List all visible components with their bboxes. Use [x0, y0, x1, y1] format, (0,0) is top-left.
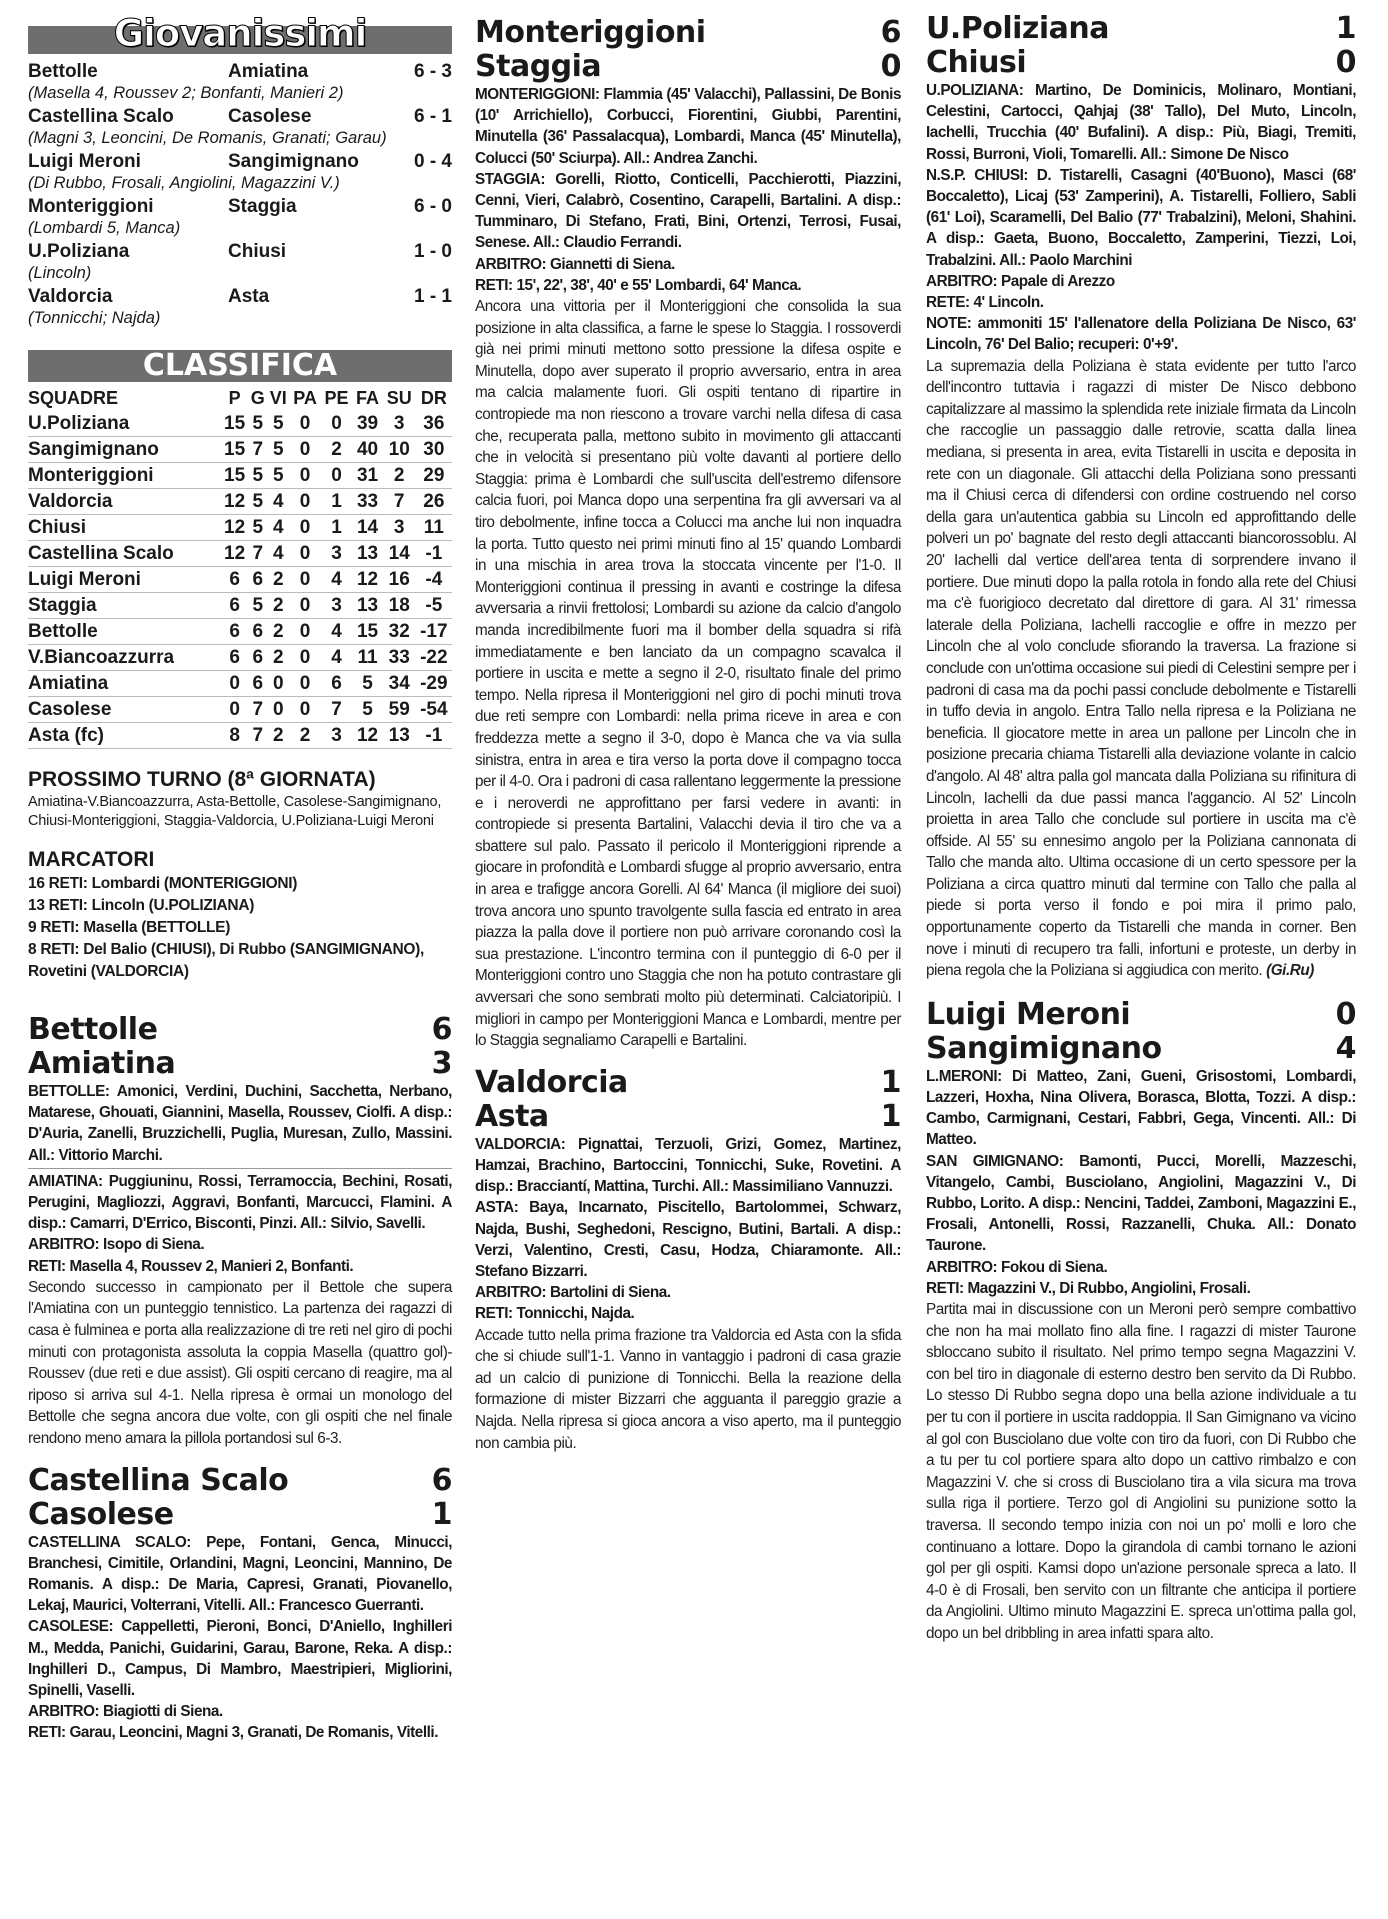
goals: 4 [1335, 1030, 1356, 1066]
stat-cell: 13 [356, 595, 379, 616]
team-cell: V.Biancoazzurra [28, 647, 175, 668]
stat-cell: 4 [272, 543, 284, 564]
stat-cell: 14 [356, 517, 379, 538]
goals-list: RETI: Garau, Leoncini, Magni 3, Granati, De Romanis, Vitelli. [28, 1724, 439, 1742]
referee: ARBITRO: Bartolini di Siena. [475, 1284, 671, 1302]
stat-cell: 3 [331, 595, 342, 616]
team-name: Sangimignano [926, 1030, 1162, 1066]
standings-header-cell: DR [420, 388, 447, 408]
stat-cell: 0 [272, 699, 284, 720]
stat-cell: 40 [356, 439, 379, 460]
stat-cell: 2 [272, 569, 284, 590]
lineup-away: SAN GIMIGNANO: Bamonti, Pucci, Morelli, Mazzeschi, Vitangelo, Cambi, Busciolano, Angiolini, Magazzini V., Di Rubbo, Lorito. A disp.: Nencini, Taddei, Zamboni, Magazzini E., Frosali, Antonelli, Rossi, Razzanelli, Chuka. All.: Donato Taurone. [926, 1152, 1356, 1255]
match-valdorcia-asta [475, 1066, 901, 1454]
stat-cell: 5 [272, 465, 284, 486]
match-report: Ancora una vittoria per il Monteriggioni che consolida la sua posizione in alta classifica, a farne le spese lo Staggia. I rossoverdi già nei primi minuti mettono sotto pressione la difesa ospite e Minutella, dopo aver superato il proprio avversario, entra in area ma calcia malamente fuori. Gli ospiti tentano di ripartire in contropiede ma non riescono a trovare varchi nella difesa di casa che, recuperata palla, mettono subito in movimento gli attaccanti che in velocità si presentano più volte davanti al portiere dello Staggia: prima è Lombardi che sull'uscita dell'estremo difensore calcia fuori, poi Manca dopo una serpentina fra gli avversari va al tiro debolmente, infine tocca a Colucci ma anche lui non inquadra la porta. Tutto questo nei primi minuti fino al 15' quando Lombardi in una mischia in area trova la stoccata vincente per l'1-0. Il Monteriggioni continua il pressing in avanti e costringe la difesa avversaria a rinvii frettolosi; Lombardi su azione da calcio d'angolo manda incredibilmente fuori ma il bomber della squadra si rifà immediatamente e ben lanciato da un compagno scavalca il portiere in uscita e mette a segno il 2-0, risultato finale del primo tempo. Nella ripresa il Monteriggioni nel giro di pochi minuti trova due reti sempre con Lombardi: nella prima riceve in area e con freddezza mette a segno il 3-0, dopo è Manca che va via sulla sinistra, entra in area e tira verso la porta dove il compagno tocca per il 4-0. Ora i padroni di casa rallentano leggermente la pressione e i neroverdi ne approfittano per farsi vedere in avanti: in contropiede si presenta Bartalini, Valacchi devia il tiro che va a sbattere sul palo. Passato il pericolo il Monteriggioni riprende a giocare in profondità e Lombardi sfugge al proprio avversario, entra in area e trafigge ancora Gorelli. Al 64' Manca (il migliore dei suoi) trova ancora uno spunto travolgente sulla fascia ed entrato in area piazza la palla dove il portiere non può arrivare coronando così la sua prestazione. L'incontro termina con il punteggio di 6-0 per il Monteriggioni contro uno Staggia che non ha potuto contrastare gli avversari che sono sembrati molto più determinati. Calciatoripiù. I migliori in campo per Monteriggioni Manca e Lombardi, mentre per lo Staggia segnaliamo Carapelli e Bartalini. [475, 298, 901, 1050]
match-notes: NOTE: ammoniti 15' l'allenatore della Poliziana De Nisco, 63' Lincoln, 76' Del Balio; recuperi: 0'+9'. [926, 315, 1356, 354]
stat-cell: 14 [388, 543, 410, 564]
stat-cell: 33 [388, 647, 410, 668]
match-meroni-sangimignano [926, 998, 1356, 1645]
result-scorers: (Magni 3, Leoncini, De Romanis, Granati; Garau) [28, 129, 387, 147]
lineup-away: STAGGIA: Gorelli, Riotto, Conticelli, Pacchierotti, Piazzini, Cenni, Vieri, Calabrò, Cosentino, Carapelli, Bartalini. A disp.: Tumminaro, Di Stefano, Frati, Bini, Ortenzi, Terrosi, Fusai, Senese. All.: Claudio Ferrandi. [475, 170, 901, 252]
stat-cell: 16 [388, 569, 410, 590]
lineup-home: VALDORCIA: Pignattai, Terzuoli, Grizi, Gomez, Martinez, Hamzai, Brachino, Bartoccini, Tonnicchi, Suke, Rovetini. A disp.: Bracciantí, Mattina, Turchi. All.: Massimiliano Vannuzzi. [475, 1135, 901, 1196]
stat-cell: 30 [423, 439, 445, 460]
standings-header-cell: PE [324, 388, 349, 408]
match-report: Secondo successo in campionato per il Bettole che supera l'Amiatina con un punteggio tennistico. La partenza dei ragazzi di casa è fulminea e porta alla realizzazione di tre reti nel giro di pochi minuti con protagonista assoluta la coppia Masella (quattro gol)-Roussev (due reti e due assist). Gli ospiti cercano di reagire, ma al riposo si arriva sul 4-1. Nella ripresa è ormai un monologo del Bettolle che segna ancora due volte, con gli ospiti che nel finale rendono meno amara la pillola portandosi sul 6-3. [28, 1278, 452, 1447]
referee: ARBITRO: Giannetti di Siena. [475, 255, 675, 273]
column-left [28, 0, 452, 1744]
match-castellina-casolese [28, 1464, 452, 1744]
team-cell: Chiusi [28, 517, 87, 538]
stat-cell: 12 [224, 543, 246, 564]
team-name: Asta [475, 1098, 549, 1134]
stat-cell: 0 [331, 465, 342, 486]
stat-cell: 2 [331, 439, 342, 460]
lineup-home: L.MERONI: Di Matteo, Zani, Gueni, Grisostomi, Lombardi, Lazzeri, Hoxha, Nina Olivera, Borasca, Blotta, Tozzi. A disp.: Cambo, Carmignani, Cestari, Fabbri, Gega, Vincenti. All.: Di Matteo. [926, 1067, 1356, 1149]
stat-cell: 12 [224, 491, 246, 512]
result-row [28, 195, 452, 218]
scorer-line: 9 RETI: Masella (BETTOLLE) [28, 919, 231, 936]
stat-cell: -1 [425, 543, 443, 564]
stat-cell: 2 [299, 725, 311, 746]
stat-cell: 3 [331, 725, 342, 746]
stat-cell: -4 [425, 569, 443, 590]
divider [28, 1168, 452, 1169]
standings-row [28, 489, 452, 515]
stat-cell: 7 [393, 491, 405, 512]
home-team: Luigi Meroni [28, 151, 141, 172]
match-monteriggioni-staggia [475, 16, 901, 1052]
stat-cell: 7 [252, 439, 264, 460]
referee: ARBITRO: Papale di Arezzo [926, 272, 1115, 290]
stat-cell: 4 [331, 569, 342, 590]
team-name: Amiatina [28, 1046, 176, 1081]
stat-cell: 2 [272, 725, 284, 746]
standings-row [28, 463, 452, 489]
match-header-home [28, 1013, 452, 1047]
standings-header-cell: G [250, 388, 265, 408]
column-middle [475, 0, 901, 1454]
stat-cell: 13 [356, 543, 379, 564]
stat-cell: 5 [272, 413, 284, 434]
next-round-fixtures: Amiatina-V.Biancoazzurra, Asta-Bettolle, Casolese-Sangimignano, Chiusi-Monteriggioni, Staggia-Valdorcia, U.Poliziana-Luigi Meroni [28, 794, 442, 829]
stat-cell: 12 [224, 517, 246, 538]
lineup-home: MONTERIGGIONI: Flammia (45' Valacchi), Pallassini, De Bonis (10' Arrichiello), Corbucci, Fiorentini, Giubbi, Parentini, Minutella (36' Passalacqua), Lombardi, Manca (45' Minutella), Colucci (50' Sciurpa). All.: Andrea Zanchi. [475, 86, 901, 167]
match-report: Partita mai in discussione con un Meroni però sempre combattivo che non ha mai mollato fino alla fine. I ragazzi di mister Taurone sbloccano subito il risultato. Nel primo tempo segna Magazzini V. con bel tiro in diagonale di esterno destro ben servito da Di Rubbo. Lo stesso Di Rubbo segna dopo una bella azione individuale a tu per tu con il portiere in uscita raddoppia. Il San Gimignano va vicino al gol con Busciolano due volte con tiro da fuori, con Di Rubbo che a tu per tu col portiere spara alto dopo un cattivo rimbalzo e con Magazzini V. che si cross di Busciolano tira a vila sicura ma trova sulla riga il portiere. Terzo gol di Angiolini su punizione sotto la traversa. Il secondo tempo inizia con noi un po' molli e loro che continuano a lottare. Dopo la girandola di cambi tornano le azioni gol per gli ospiti. Kamsi dopo un'azione personale spreca a lato. Il 4-0 è di Frosali, ben servito con un filtrante che anticipa il portiere da Angiolini. Ultimo minuto Magazzini E. spreca un'ottima palla gol, dopo un bel dribbling in area infatti spara alto. [926, 1301, 1356, 1642]
stat-cell: 6 [331, 673, 342, 694]
match-report: Accade tutto nella prima frazione tra Valdorcia ed Asta con la sfida che si chiude sull'1-1. Vanno in vantaggio i padroni di casa grazie ad un calcio di punizione di Tonnicchi. Bella la reazione della formazione di mister Bizzarri che agguanta il pareggio grazie a Najda. Nella ripresa si gioca ancora a viso aperto, ma il punteggio non cambia più. [475, 1326, 901, 1452]
match-poliziana-chiusi [926, 12, 1356, 982]
stat-cell: 0 [299, 621, 311, 642]
referee: ARBITRO: Biagiotti di Siena. [28, 1703, 223, 1721]
referee: ARBITRO: Fokou di Siena. [926, 1258, 1108, 1276]
lineup-away: N.S.P. CHIUSI: D. Tistarelli, Casagni (40'Buono), Masci (68' Boccaletto), Licaj (53' Zamperini), A. Tistarelli, Folliero, Sabli (61' Loi), Scaramelli, Del Balio (77' Trabalzini), Meloni, Shahini. A disp.: Gaeta, Buono, Boccaletto, Zamperini, Tiezzi, Loi, Trabalzini. All.: Paolo Marchini [926, 166, 1356, 269]
stat-cell: 11 [357, 647, 378, 668]
stat-cell: -29 [420, 673, 448, 694]
result-row [28, 60, 452, 83]
home-team: Castellina Scalo [28, 106, 174, 127]
result-scorers: (Di Rubbo, Frosali, Angiolini, Magazzini V.) [28, 174, 340, 192]
result-row [28, 240, 452, 263]
stat-cell: -22 [420, 647, 448, 668]
next-round-title: PROSSIMO TURNO (8ª GIORNATA) [28, 768, 376, 791]
stat-cell: 0 [299, 569, 311, 590]
author-signature: (Gi.Ru) [1266, 962, 1314, 980]
goals: 1 [880, 1064, 901, 1100]
stat-cell: 4 [331, 647, 342, 668]
stat-cell: 5 [252, 517, 264, 538]
goals: 0 [1335, 45, 1356, 80]
stat-cell: 15 [356, 621, 379, 642]
goals: 1 [1335, 11, 1356, 46]
standings-row [28, 619, 452, 645]
match-header-home [926, 998, 1356, 1032]
stat-cell: 0 [229, 699, 240, 720]
stat-cell: 2 [272, 621, 284, 642]
stat-cell: 6 [229, 569, 240, 590]
report-text: La supremazia della Poliziana è stata evidente per tutto l'arco dell'incontro tuttavia i ragazzi di mister De Nisco debbono capitalizzare al massimo la splendida rete iniziale firmata da Lincoln che raccoglie un passaggio dalle retrovie, scatta dalla linea mediana, si presenta in area, evita Tistarelli in uscita e deposita in rete con un diagonale. Gli attacchi della Poliziana sono pressanti ma il Chiusi cerca di difendersi con ordine costruendo nel corso della gara un'autentica gabbia su Lincoln ed approfittando delle polveri un po' bagnate del resto degli attaccanti biancorossoblu. Al 20' Iachelli dal vertice dell'area tenta di sorprendere invano il portiere. Due minuti dopo la palla rotola in fondo alla rete del Chiusi ma c'è fuorigioco decretato dal direttore di gara. Al 31' rimessa laterale della Poliziana, Iachelli raccoglie e offre in mezzo per Lincoln che al volo conclude sfiorando la traversa. La frazione si conclude con un'ottima occasione sui piedi di Celestini sempre per i padroni di casa ma da pochi passi conclude debolmente e Tistarelli in tuffo devia in angolo. Entra Tallo nella ripresa e la Poliziana ne beneficia. Il giocatore mette in area un pallone per Lincoln che in posizione precaria chiama Tistarelli alla deviazione volante in calcio d'angolo. Al 48' altra palla gol mancata dalla Poliziana su rifinitura di Lincoln, Iachelli da due passi manca l'aggancio. Al 52' Lincoln proietta in area Tallo che conclude sul portiere in uscita ma c'è offside. Al 55' su ennesimo angolo per la Poliziana cannonata di Tallo che manda alto. Ultima occasione di un certo spessore per la Poliziana a circa quattro minuti dal termine con Tallo che palla al piede si porta verso il fondo e poi mira il primo palo, opportunamente coperto da Tistarelli che manda in corner. Ben nove i minuti di recupero tra falli, infortuni e proteste, un derby in piena regola che la Poliziana si aggiudica con merito. [926, 357, 1356, 980]
stat-cell: 11 [423, 517, 444, 538]
team-name: Staggia [475, 49, 602, 84]
stat-cell: 29 [423, 465, 445, 486]
score: 0 - 4 [413, 151, 452, 172]
team-name: Castellina Scalo [28, 1462, 289, 1498]
team-name: Monteriggioni [475, 15, 706, 50]
home-team: Monteriggioni [28, 196, 154, 217]
stat-cell: 1 [331, 517, 342, 538]
away-team: Sangimignano [228, 151, 359, 172]
stat-cell: 0 [229, 673, 240, 694]
team-cell: Castellina Scalo [28, 543, 174, 564]
standings-row [28, 515, 452, 541]
stat-cell: -54 [420, 699, 448, 720]
goals-list: RETI: Tonnicchi, Najda. [475, 1305, 635, 1323]
score: 1 - 1 [413, 286, 452, 307]
standings-row [28, 541, 452, 567]
goals-list: RETI: 15', 22', 38', 40' e 55' Lombardi, 64' Manca. [475, 276, 802, 294]
standings-header-cell: FA [356, 388, 380, 408]
stat-cell: 4 [272, 517, 284, 538]
team-cell: Bettolle [28, 621, 98, 642]
result-scorers: (Lombardi 5, Manca) [28, 219, 181, 237]
stat-cell: 15 [224, 465, 246, 486]
score: 6 - 3 [413, 61, 452, 82]
standings-header-cell: VI [269, 388, 287, 408]
stat-cell: 5 [362, 673, 373, 694]
stat-cell: 0 [299, 517, 311, 538]
standings-row [28, 411, 452, 437]
stat-cell: 15 [224, 439, 246, 460]
stat-cell: 34 [388, 673, 410, 694]
goals: 6 [880, 15, 901, 50]
stat-cell: 4 [272, 491, 284, 512]
stat-cell: 15 [224, 413, 246, 434]
team-cell: Luigi Meroni [28, 569, 141, 590]
goals: 1 [880, 1098, 901, 1134]
team-cell: Valdorcia [28, 491, 113, 512]
stat-cell: 31 [356, 465, 379, 486]
match-header-home [475, 16, 901, 50]
result-scorers: (Tonnicchi; Najda) [28, 309, 161, 327]
away-team: Chiusi [228, 241, 287, 262]
team-cell: Amiatina [28, 673, 109, 694]
away-team: Asta [228, 286, 270, 307]
result-scorers: (Masella 4, Roussev 2; Bonfanti, Manieri 2) [28, 84, 344, 102]
stat-cell: 8 [229, 725, 240, 746]
result-row [28, 105, 452, 128]
stat-cell: 7 [331, 699, 342, 720]
standings-body [28, 411, 452, 749]
stat-cell: 26 [423, 491, 445, 512]
team-name: Chiusi [926, 45, 1027, 80]
stat-cell: -1 [425, 725, 443, 746]
stat-cell: 39 [356, 413, 379, 434]
score: 1 - 0 [413, 241, 452, 262]
standings-row [28, 723, 452, 749]
standings-row [28, 593, 452, 619]
match-header-away [475, 1100, 901, 1134]
stat-cell: 5 [252, 413, 264, 434]
team-name: Valdorcia [475, 1064, 628, 1100]
column-right [926, 0, 1356, 1645]
stat-cell: 0 [299, 699, 311, 720]
standings-row [28, 437, 452, 463]
section-banner-classifica: CLASSIFICA [28, 350, 452, 382]
standings-header-cell: SU [386, 388, 412, 408]
stat-cell: 7 [252, 725, 264, 746]
stat-cell: 6 [252, 621, 264, 642]
standings-row [28, 645, 452, 671]
lineup-away: AMIATINA: Puggiuninu, Rossi, Terramoccia, Bechini, Rosati, Perugini, Magliozzi, Aggravi, Bonfanti, Marcucci, Flamini. A disp.: Camarri, D'Errico, Bisconti, Pinzi. All.: Silvio, Savelli. [28, 1172, 452, 1233]
team-cell: Casolese [28, 699, 112, 720]
standings-row [28, 567, 452, 593]
stat-cell: 7 [252, 543, 264, 564]
stat-cell: 6 [252, 569, 264, 590]
standings-header-cell: SQUADRE [28, 388, 119, 408]
away-team: Amiatina [228, 61, 309, 82]
standings-header-cell: PA [293, 388, 317, 408]
stat-cell: 4 [331, 621, 342, 642]
stat-cell: 0 [299, 647, 311, 668]
stat-cell: 12 [356, 569, 379, 590]
away-team: Staggia [228, 196, 297, 217]
match-report [926, 356, 1356, 982]
score: 6 - 1 [413, 106, 452, 127]
standings-table [28, 386, 452, 749]
results-list [28, 60, 452, 330]
match-header-home [28, 1464, 452, 1498]
stat-cell: 32 [388, 621, 410, 642]
stat-cell: 0 [299, 543, 311, 564]
lineup-away: ASTA: Baya, Incarnato, Piscitello, Bartolommei, Schwarz, Najda, Bushi, Seghedoni, Rescigno, Butini, Bartali. A disp.: Verzi, Valentino, Cresti, Casu, Hodza, Chiaramonte. All.: Stefano Bizzarri. [475, 1199, 901, 1281]
home-team: Valdorcia [28, 286, 113, 307]
stat-cell: 10 [388, 439, 410, 460]
section-banner-giovanissimi: Giovanissimi [28, 14, 452, 54]
stat-cell: 0 [299, 465, 311, 486]
team-name: U.Poliziana [926, 11, 1110, 46]
stat-cell: 0 [299, 673, 311, 694]
stat-cell: 5 [252, 595, 264, 616]
stat-cell: 5 [272, 439, 284, 460]
result-row [28, 150, 452, 173]
team-cell: Monteriggioni [28, 465, 154, 486]
match-header-away [926, 46, 1356, 80]
match-header-home [475, 1066, 901, 1100]
stat-cell: 59 [388, 699, 410, 720]
match-bettolle-amiatina [28, 1013, 452, 1450]
stat-cell: 6 [229, 595, 240, 616]
stat-cell: 3 [393, 413, 405, 434]
scorer-line: 16 RETI: Lombardi (MONTERIGGIONI) [28, 875, 298, 892]
home-team: Bettolle [28, 61, 98, 82]
stat-cell: 5 [252, 491, 264, 512]
referee: ARBITRO: Isopo di Siena. [28, 1236, 205, 1254]
match-header-away [475, 50, 901, 84]
goals: 0 [880, 49, 901, 84]
stat-cell: 0 [299, 491, 311, 512]
stat-cell: 6 [252, 647, 264, 668]
stat-cell: -5 [425, 595, 443, 616]
team-cell: Staggia [28, 595, 97, 616]
goals: 0 [1335, 996, 1356, 1032]
stat-cell: 3 [331, 543, 342, 564]
lineup-home: U.POLIZIANA: Martino, De Dominicis, Molinaro, Montiani, Celestini, Cartocci, Qahjaj (38' Tallo), Del Muto, Lincoln, Iachelli, Trucchia (40' Bufalini). A disp.: Più, Biagi, Tremiti, Rossi, Burroni, Violi, Tomarelli. All.: Simone De Nisco [926, 82, 1356, 163]
goals: 6 [431, 1012, 452, 1047]
stat-cell: 0 [331, 413, 342, 434]
result-row [28, 285, 452, 308]
away-team: Casolese [228, 106, 312, 127]
standings-header-cell: P [228, 388, 241, 408]
stat-cell: 13 [388, 725, 410, 746]
stat-cell: 18 [388, 595, 410, 616]
home-team: U.Poliziana [28, 241, 130, 262]
team-name: Luigi Meroni [926, 996, 1131, 1032]
lineup-away: CASOLESE: Cappelletti, Pieroni, Bonci, D'Aniello, Inghilleri M., Medda, Panichi, Guidarini, Garau, Barone, Reka. A disp.: Inghilleri D., Campus, Di Mambro, Maestripieri, Migliorini, Spinelli, Vaselli. [28, 1618, 452, 1699]
standings-row [28, 671, 452, 697]
scorer-line: 13 RETI: Lincoln (U.POLIZIANA) [28, 897, 255, 914]
stat-cell: 33 [356, 491, 379, 512]
stat-cell: 0 [272, 673, 284, 694]
stat-cell: 6 [229, 647, 240, 668]
standings-row [28, 697, 452, 723]
stat-cell: -17 [420, 621, 448, 642]
stat-cell: 2 [272, 647, 284, 668]
team-cell: Asta (fc) [28, 725, 105, 746]
score: 6 - 0 [413, 196, 452, 217]
stat-cell: 5 [362, 699, 373, 720]
scorer-line: 8 RETI: Del Balio (CHIUSI), Di Rubbo (SANGIMIGNANO), Rovetini (VALDORCIA) [28, 941, 425, 980]
match-header-away [28, 1047, 452, 1081]
stat-cell: 12 [356, 725, 379, 746]
goals: 1 [431, 1496, 452, 1532]
team-cell: U.Poliziana [28, 413, 130, 434]
stat-cell: 0 [299, 439, 311, 460]
stat-cell: 5 [252, 465, 264, 486]
goals-list: RETE: 4' Lincoln. [926, 294, 1044, 312]
team-name: Casolese [28, 1496, 174, 1532]
team-name: Bettolle [28, 1012, 158, 1047]
goals: 3 [431, 1046, 452, 1081]
stat-cell: 6 [252, 673, 264, 694]
stat-cell: 0 [299, 413, 311, 434]
result-scorers: (Lincoln) [28, 264, 92, 282]
match-header-away [28, 1498, 452, 1532]
stat-cell: 2 [393, 465, 405, 486]
stat-cell: 0 [299, 595, 311, 616]
lineup-home: CASTELLINA SCALO: Pepe, Fontani, Genca, Minucci, Branchesi, Cimitile, Orlandini, Magni, Leoncini, Mannino, De Romanis. A disp.: De Maria, Capresi, Granati, Piovanello, Lekaj, Maurici, Volterrani, Vitelli. All.: Francesco Guerranti. [28, 1533, 452, 1615]
team-cell: Sangimignano [28, 439, 159, 460]
match-header-away [926, 1032, 1356, 1066]
stat-cell: 6 [229, 621, 240, 642]
goals-list: RETI: Magazzini V., Di Rubbo, Angiolini, Frosali. [926, 1279, 1251, 1297]
stat-cell: 3 [393, 517, 405, 538]
stat-cell: 2 [272, 595, 284, 616]
scorers-title: MARCATORI [28, 848, 155, 871]
stat-cell: 1 [331, 491, 342, 512]
lineup-home: BETTOLLE: Amonici, Verdini, Duchini, Sacchetta, Nerbano, Matarese, Ghouati, Giannini, Masella, Roussev, Ciolfi. A disp.: D'Auria, Zanelli, Bruzzichelli, Puglia, Muresan, Zullo, Massini. All.: Vittorio Marchi. [28, 1083, 452, 1164]
stat-cell: 36 [423, 413, 445, 434]
match-header-home [926, 12, 1356, 46]
goals: 6 [431, 1462, 452, 1498]
standings-header [28, 386, 452, 411]
stat-cell: 7 [252, 699, 264, 720]
goals-list: RETI: Masella 4, Roussev 2, Manieri 2, Bonfanti. [28, 1257, 354, 1275]
